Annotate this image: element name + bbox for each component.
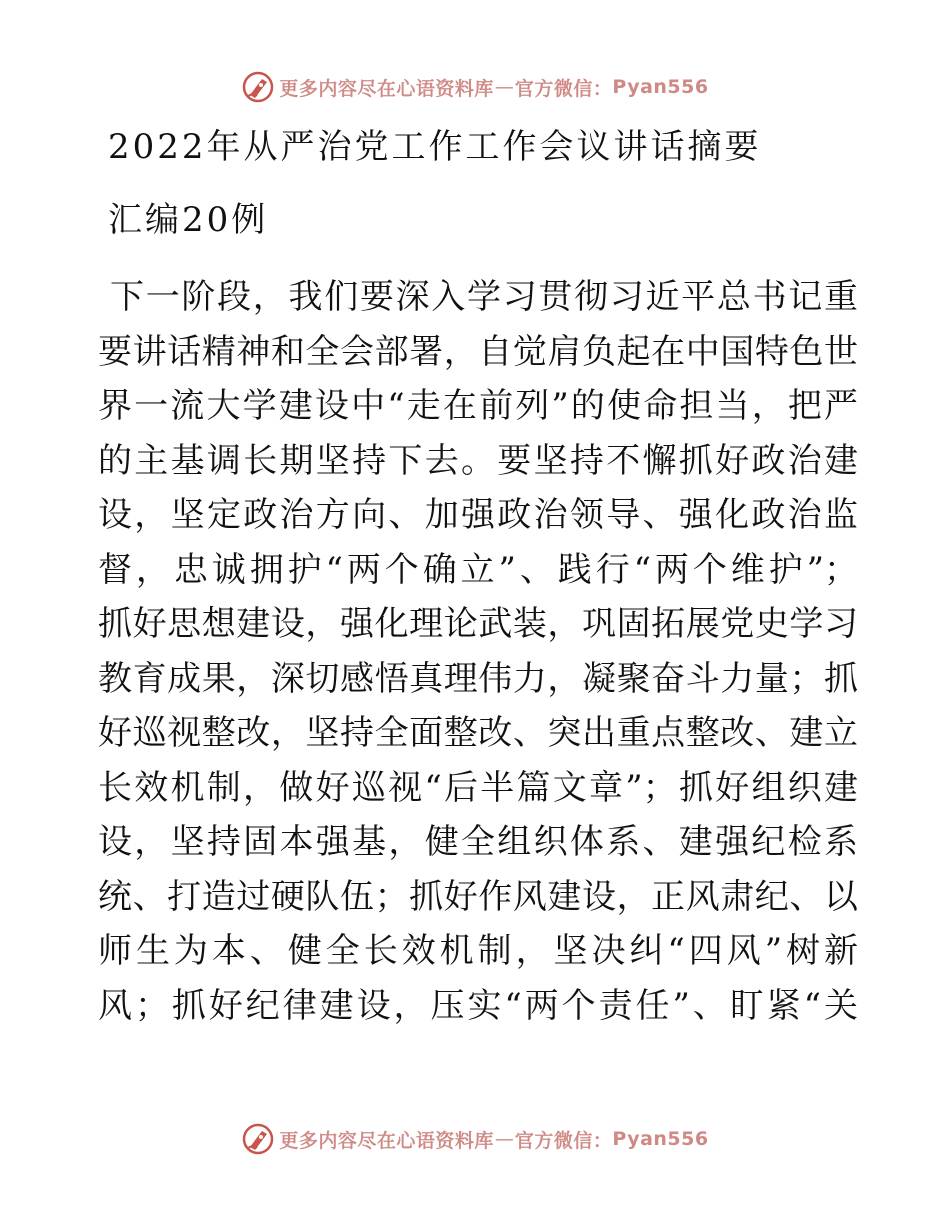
pen-nib-logo-icon: [241, 70, 275, 104]
body-line: 督，忠诚拥护“两个确立”、践行“两个维护”；: [98, 549, 858, 590]
watermark-text: 更多内容尽在心语资料库: [279, 77, 494, 100]
body-line: 风；抓好纪律建设，压实“两个责任”、盯紧“关: [98, 985, 858, 1026]
document-title: 2022年从严治党工作工作会议讲话摘要: [108, 127, 762, 167]
document-body: [98, 270, 858, 1033]
watermark-text: 更多内容尽在心语资料库: [279, 1129, 494, 1152]
body-line: 下一阶段，我们要深入学习贯彻习近平总书记重: [110, 277, 858, 317]
watermark-separator: —: [494, 1128, 514, 1150]
pen-nib-logo-icon: [241, 1122, 275, 1156]
watermark-wechat-label: 官方微信：: [514, 77, 613, 100]
body-line: 设，坚定政治方向、加强政治领导、强化政治监: [98, 495, 858, 535]
watermark-wechat-id: Pyan556: [612, 76, 709, 98]
body-line: 统、打造过硬队伍；抓好作风建设，正风肃纪、以: [98, 876, 858, 917]
body-line: 界一流大学建设中“走在前列”的使命担当，把严: [98, 386, 858, 426]
body-line: 好巡视整改，坚持全面整改、突出重点整改、建立: [98, 713, 858, 753]
body-line: 长效机制，做好巡视“后半篇文章”；抓好组织建: [98, 767, 858, 808]
watermark-wechat-id: Pyan556: [612, 1128, 709, 1150]
body-line: 要讲话精神和全会部署，自觉肩负起在中国特色世: [98, 331, 858, 372]
document-subtitle: 汇编20例: [108, 200, 269, 240]
header-watermark: [0, 70, 950, 104]
body-line: 设，坚持固本强基，健全组织体系、建强纪检系: [98, 822, 858, 862]
footer-watermark: [0, 1122, 950, 1156]
watermark-separator: —: [494, 76, 514, 98]
body-line: 教育成果，深切感悟真理伟力，凝聚奋斗力量；抓: [98, 658, 858, 699]
body-line: 的主基调长期坚持下去。要坚持不懈抓好政治建: [98, 440, 858, 481]
body-line: 师生为本、健全长效机制，坚决纠“四风”树新: [98, 931, 858, 971]
body-line: 抓好思想建设，强化理论武装，巩固拓展党史学习: [98, 604, 858, 644]
watermark-wechat-label: 官方微信：: [514, 1129, 613, 1152]
